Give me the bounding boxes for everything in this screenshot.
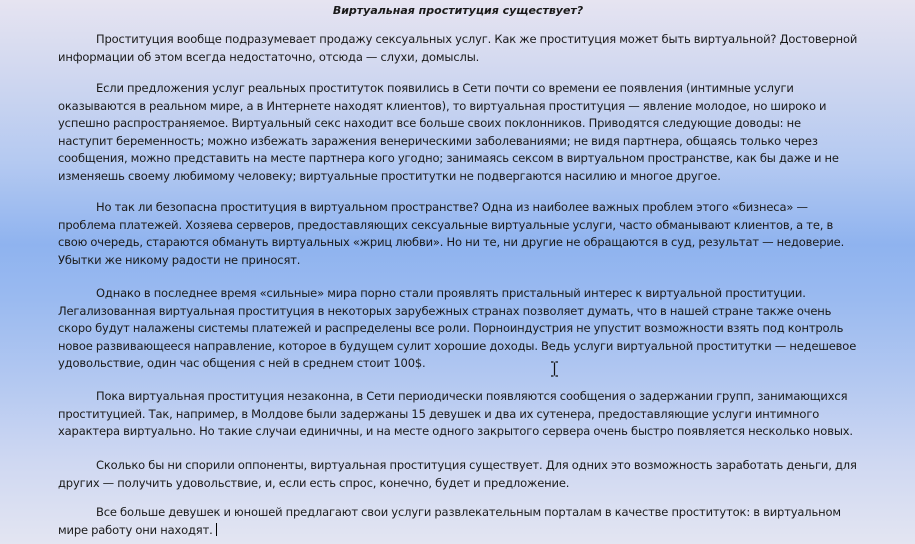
- paragraph-4[interactable]: Однако в последнее время «сильные» мира порно стали проявлять пристальный интерес к виртуальной проституции. Легализованная виртуальная проституция в некоторых зарубежных странах позволяет думать, что в нашей стране также очень скоро будут налажены системы платежей и распределены все роли. Порноиндустрия не упустит возможности взять под контроль новое развивающееся направление, которое в будущем сулит хорошие доходы. Ведь услуги виртуальной проститутки — недешевое удовольствие, один час общения с ней в среднем стоит 100$.: [58, 286, 857, 371]
- ibeam-cursor-icon: [550, 361, 559, 377]
- paragraph-7-wrapper[interactable]: [58, 504, 858, 539]
- paragraph-2[interactable]: Если предложения услуг реальных проституток появились в Сети почти со времени ее появления (интимные услуги оказываются в реальном мире, а в Интернете находят клиентов), то виртуальная проституция — явление молодое, но широко и успешно распространяемое. Виртуальный секс находит все больше своих поклонников. Приводятся следующие доводы: не наступит беременность; можно избежать заражения венерическими заболеваниями; не видя партнера, общаясь только через сообщения, можно представить на месте партнера кого угодно; занимаясь сексом в виртуальном пространстве, как бы даже и не изменяешь своему любимому человеку; виртуальные проститутки не подвергаются насилию и многое другое.: [58, 81, 839, 183]
- paragraph-5[interactable]: Пока виртуальная проституция незаконна, в Сети периодически появляются сообщения о задержании групп, занимающихся проституцией. Так, например, в Молдове были задержаны 15 девушек и два их сутенера, предоставляющие услуги интимного характера виртуально. Но такие случаи единичны, и на месте одного закрытого сервера очень быстро появляется несколько новых.: [58, 389, 853, 439]
- paragraph-1[interactable]: Проституция вообще подразумевает продажу сексуальных услуг. Как же проституция может быть виртуальной? Достоверной информации об этом всегда недостаточно, отсюда — слухи, домыслы.: [58, 32, 858, 64]
- text-caret: [216, 523, 217, 536]
- paragraph-7[interactable]: Все больше девушек и юношей предлагают свои услуги развлекательным порталам в качестве проституток: в виртуальном мире работу они находят.: [58, 505, 841, 537]
- document-page[interactable]: [58, 0, 858, 537]
- paragraph-6[interactable]: Сколько бы ни спорили оппоненты, виртуальная проституция существует. Для одних это возможность заработать деньги, для других — получить удовольствие, и, если есть спрос, конечно, будет и предложение.: [58, 458, 857, 490]
- paragraph-3[interactable]: Но так ли безопасна проституция в виртуальном пространстве? Одна из наиболее важных проблем этого «бизнеса» — проблема платежей. Хозяева серверов, предоставляющих сексуальные виртуальные услуги, часто обманывают клиентов, а те, в свою очередь, стараются обмануть виртуальных «жриц любви». Но ни те, ни другие не обращаются в суд, результат — недоверие. Убытки же никому радости не приносят.: [58, 200, 845, 267]
- document-title: Виртуальная проституция существует?: [332, 4, 584, 17]
